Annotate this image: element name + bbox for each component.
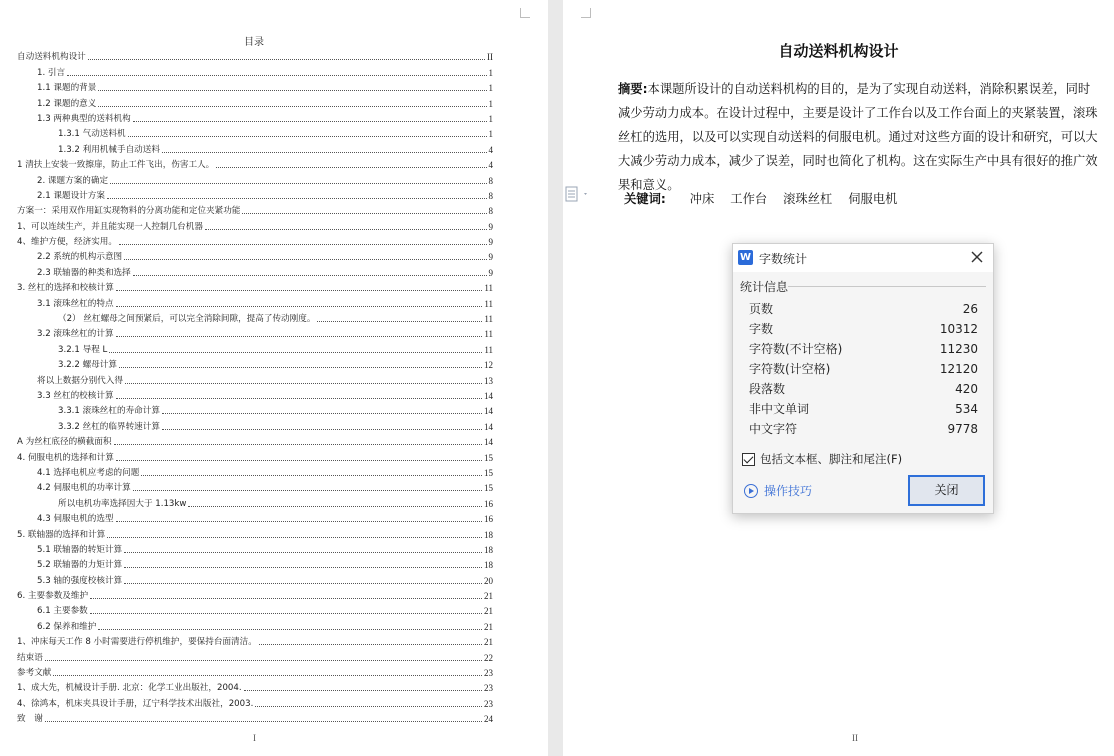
toc-leader-dots — [133, 275, 487, 276]
toc-leader-dots — [98, 90, 486, 91]
toc-entry[interactable] — [17, 356, 493, 371]
toc-entry-text: （2） 丝杠螺母之间预紧后，可以完全消除间隙，提高了传动刚度。 — [58, 314, 316, 325]
toc-entry[interactable] — [17, 340, 493, 355]
toc-leader-dots — [124, 567, 482, 568]
toc-entry-page: 4 — [488, 144, 493, 155]
toc-leader-dots — [124, 583, 482, 584]
toc-entry-page: 8 — [488, 175, 493, 186]
toc-entry-page: 16 — [484, 514, 493, 525]
word-count-dialog — [732, 243, 994, 514]
checkbox-label: 包括文本框、脚注和尾注(F) — [760, 452, 903, 466]
toc-entry-text: 自动送料机构设计 — [17, 52, 86, 63]
toc-entry-text: 3.3.1 滚珠丝杠的寿命计算 — [58, 406, 160, 417]
toc-leader-dots — [114, 444, 482, 445]
stat-label: 段落数 — [749, 382, 786, 396]
toc-entry[interactable] — [17, 694, 493, 709]
toc-entry-page: 23 — [484, 698, 493, 709]
toc-entry[interactable] — [17, 433, 493, 448]
toc-entry-text: 5.2 联轴器的力矩计算 — [37, 560, 123, 571]
toc-entry[interactable] — [17, 294, 493, 309]
toc-entry[interactable] — [17, 525, 493, 540]
toc-entry-page: 18 — [484, 560, 493, 571]
toc-entry-text: 2.1 课题设计方案 — [37, 190, 105, 201]
section-divider — [788, 286, 986, 287]
stat-value: 26 — [962, 302, 978, 316]
toc-entry[interactable] — [17, 464, 493, 479]
toc-entry-page: 23 — [484, 683, 493, 694]
stat-row-words — [749, 319, 978, 339]
stat-row-chars-no-spaces — [749, 339, 978, 359]
keywords-label: 关键词: — [624, 192, 666, 206]
keywords-line — [624, 189, 909, 207]
toc-entry-text: 1、可以连续生产，并且能实现一人控制几台机器 — [17, 221, 203, 232]
stat-label: 页数 — [749, 302, 774, 316]
abstract-text: 本课题所设计的自动送料机构的目的，是为了实现自动送料，消除积累误差，同时减少劳动力成本。在设计过程中，主要是设计了工作台以及工作台面上的夹紧装置，滚珠丝杠的选用，以及可以实现自动送料的伺服电机。通过对这些方面的设计和研究，可以大大减少劳动力成本，减少了误差，同时也简化了机构。这在实际生产中具有很好的推广效果和意义。 — [618, 82, 1098, 192]
toc-leader-dots — [119, 244, 487, 245]
toc-entry[interactable] — [17, 664, 493, 679]
toc-leader-dots — [53, 675, 482, 676]
toc-entry-page: 11 — [484, 344, 493, 355]
toc-entry-text: 5.1 联轴器的转矩计算 — [37, 544, 123, 555]
toc-entry-text: 3.2.2 螺母计算 — [58, 360, 117, 371]
toc-leader-dots — [133, 490, 482, 491]
page-corner-mark — [581, 8, 591, 18]
stat-value: 10312 — [939, 322, 978, 336]
toc-entry-text: 1 清扶上安装一致擦扉，防止工件飞出，伤害工人。 — [17, 160, 215, 171]
keyword: 滚珠丝杠 — [783, 192, 833, 206]
toc-leader-dots — [90, 598, 482, 599]
toc-leader-dots — [162, 152, 487, 153]
toc-leader-dots — [162, 413, 482, 414]
toc-entry-page: 8 — [488, 206, 493, 217]
toc-entry[interactable] — [17, 125, 493, 140]
toc-entry-page: 9 — [488, 221, 493, 232]
toc-entry-text: 4、徐鸿本，机床夹具设计手册，辽宁科学技术出版社，2003. — [17, 698, 254, 709]
stat-label: 中文字符 — [749, 422, 798, 436]
toc-entry-page: 9 — [488, 267, 493, 278]
toc-leader-dots — [216, 167, 486, 168]
toc-entry-page: 15 — [484, 483, 493, 494]
toc-entry-text: 3.3 丝杠的校核计算 — [37, 390, 114, 401]
toc-entry[interactable] — [17, 633, 493, 648]
toc-entry[interactable] — [17, 248, 493, 263]
toc-leader-dots — [242, 213, 486, 214]
toc-entry[interactable] — [17, 494, 493, 509]
abstract-paragraph — [618, 77, 1102, 197]
toc-entry-text: 2.3 联轴器的种类和选择 — [37, 267, 131, 278]
dialog-titlebar[interactable] — [733, 244, 993, 272]
toc-entry[interactable] — [17, 710, 493, 725]
stat-row-non-chinese-words — [749, 399, 978, 419]
toc-leader-dots — [125, 383, 482, 384]
toc-entry[interactable] — [17, 571, 493, 586]
stat-row-pages — [749, 299, 978, 319]
keyword: 工作台 — [730, 192, 768, 206]
toc-entry-text: 3.2 滚珠丝杠的计算 — [37, 329, 114, 340]
dialog-title: 字数统计 — [759, 252, 808, 266]
toc-entry-page: 14 — [484, 390, 493, 401]
toc-entry[interactable] — [17, 387, 493, 402]
toc-entry-page: 8 — [488, 190, 493, 201]
toc-page — [0, 0, 548, 756]
toc-entry-page: 1 — [488, 98, 493, 109]
toc-entry-page: 21 — [484, 606, 493, 617]
toc-entry-text: 1.3.1 气动送料机 — [58, 129, 126, 140]
toc-entry-page: 11 — [484, 329, 493, 340]
abstract-label: 摘要: — [618, 82, 648, 96]
page-corner-mark — [520, 8, 530, 18]
document-title: 自动送料机构设计 — [778, 42, 899, 60]
toc-entry-page: 9 — [488, 252, 493, 263]
toc-entry[interactable] — [17, 679, 493, 694]
toc-entry-page: 18 — [484, 544, 493, 555]
stat-value: 534 — [955, 402, 978, 416]
stat-row-chars-with-spaces — [749, 359, 978, 379]
toc-leader-dots — [107, 198, 487, 199]
toc-leader-dots — [244, 690, 482, 691]
toc-entry-page: 16 — [484, 498, 493, 509]
toc-leader-dots — [110, 183, 486, 184]
toc-entry-page: 20 — [484, 575, 493, 586]
toc-leader-dots — [259, 644, 482, 645]
toc-entry[interactable] — [17, 402, 493, 417]
toc-entry[interactable] — [17, 187, 493, 202]
stat-label: 非中文单词 — [749, 402, 810, 416]
toc-leader-dots — [128, 136, 487, 137]
toc-entry-page: 24 — [484, 714, 493, 725]
toc-entry-page: 4 — [488, 160, 493, 171]
toc-entry-text: 3.3.2 丝杠的临界转速计算 — [58, 421, 160, 432]
toc-entry[interactable] — [17, 648, 493, 663]
keyword: 冲床 — [689, 192, 715, 206]
stat-label: 字数 — [749, 322, 774, 336]
toc-leader-dots — [116, 336, 483, 337]
toc-entry-text: 6.2 保养和维护 — [37, 621, 97, 632]
toc-leader-dots — [109, 352, 482, 353]
toc-entry-text: 1. 引言 — [37, 67, 66, 78]
toc-entry-text: 4. 伺服电机的选择和计算 — [17, 452, 114, 463]
toc-leader-dots — [45, 721, 482, 722]
toc-entry-page: 12 — [484, 360, 493, 371]
toc-leader-dots — [98, 106, 486, 107]
toc-entry[interactable] — [17, 233, 493, 248]
toc-leader-dots — [205, 229, 487, 230]
toc-entry-page: 21 — [484, 637, 493, 648]
toc-leader-dots — [88, 59, 485, 60]
close-icon[interactable] — [969, 249, 985, 265]
toc-entry[interactable] — [17, 541, 493, 556]
toc-entry-page: 13 — [484, 375, 493, 386]
toc-entry-text: 1、冲床每天工作 8 小时需要进行停机维护，要保持台面清洁。 — [17, 637, 257, 648]
toc-leader-dots — [255, 706, 482, 707]
toc-entry-page: 23 — [484, 668, 493, 679]
toc-leader-dots — [67, 75, 486, 76]
toc-entry-text: 2. 课题方案的确定 — [37, 175, 109, 186]
toc-leader-dots — [90, 613, 482, 614]
toc-entry-page: 9 — [488, 237, 493, 248]
toc-entry[interactable] — [17, 156, 493, 171]
toc-entry[interactable] — [17, 510, 493, 525]
toc-entry-text: 4.1 选择电机应考虑的问题 — [37, 467, 140, 478]
wps-logo-icon: W — [739, 252, 752, 263]
toc-entry[interactable] — [17, 587, 493, 602]
toc-entry[interactable] — [17, 63, 493, 78]
toc-entry-page: 15 — [484, 452, 493, 463]
toc-entry-page: 1 — [488, 113, 493, 124]
toc-leader-dots — [141, 475, 482, 476]
toc-entry-page: 18 — [484, 529, 493, 540]
toc-entry-page: 1 — [488, 83, 493, 94]
close-button[interactable]: 关闭 — [908, 475, 985, 506]
toc-entry[interactable] — [17, 279, 493, 294]
toc-entry-page: 22 — [484, 652, 493, 663]
toc-leader-dots — [107, 537, 482, 538]
toc-entry-page: 14 — [484, 406, 493, 417]
toc-title: 目录 — [244, 37, 264, 48]
toc-entry-text: 1.2 课题的意义 — [37, 98, 97, 109]
toc-leader-dots — [124, 552, 482, 553]
stats-list — [749, 299, 978, 439]
toc-entry-page: 21 — [484, 591, 493, 602]
toc-entry-text: 所以电机功率选择因大于 1.13kw — [58, 498, 187, 509]
toc-entry[interactable] — [17, 417, 493, 432]
toc-entry[interactable] — [17, 325, 493, 340]
toc-leader-dots — [116, 290, 482, 291]
tips-label: 操作技巧 — [764, 484, 813, 498]
toc-entry-text: 参考文献 — [17, 668, 52, 679]
toc-entry-text: 4.2 伺服电机的功率计算 — [37, 483, 131, 494]
toc-entry-page: II — [487, 52, 493, 63]
toc-entry[interactable] — [17, 556, 493, 571]
toc-list — [17, 48, 493, 725]
toc-entry-text: 4.3 伺服电机的选型 — [37, 514, 114, 525]
toc-entry-text: 结束语 — [17, 652, 43, 663]
toc-entry-page: 15 — [484, 467, 493, 478]
stat-value: 420 — [955, 382, 978, 396]
toc-entry[interactable] — [17, 617, 493, 632]
toc-entry[interactable] — [17, 479, 493, 494]
toc-entry-page: 11 — [484, 314, 493, 325]
stat-value: 11230 — [939, 342, 978, 356]
toc-entry[interactable] — [17, 48, 493, 63]
toc-entry-text: 3.1 滚珠丝杠的特点 — [37, 298, 114, 309]
toc-entry[interactable] — [17, 602, 493, 617]
toc-entry-text: 2.2 系统的机构示意图 — [37, 252, 123, 263]
toc-leader-dots — [124, 259, 486, 260]
page-number: I — [253, 733, 256, 743]
stat-row-paragraphs — [749, 379, 978, 399]
toc-entry[interactable] — [17, 202, 493, 217]
toc-entry-text: 5. 联轴器的选择和计算 — [17, 529, 106, 540]
toc-entry-page: 1 — [488, 67, 493, 78]
paragraph-menu-icon[interactable] — [565, 186, 591, 202]
toc-entry-page: 14 — [484, 421, 493, 432]
toc-entry[interactable] — [17, 310, 493, 325]
toc-entry-text: 6.1 主要参数 — [37, 606, 88, 617]
toc-leader-dots — [133, 121, 487, 122]
toc-entry-text: 致 谢 — [17, 714, 43, 725]
page-number: II — [852, 733, 858, 743]
toc-entry-text: 3.2.1 导程 L — [58, 344, 108, 355]
toc-entry-page: 11 — [484, 283, 493, 294]
tips-link[interactable] — [744, 482, 812, 499]
toc-entry-page: 21 — [484, 621, 493, 632]
toc-entry[interactable] — [17, 110, 493, 125]
stat-label: 字符数(不计空格) — [749, 342, 843, 356]
toc-leader-dots — [116, 398, 482, 399]
toc-entry-page: 14 — [484, 437, 493, 448]
stat-value: 9778 — [947, 422, 978, 436]
toc-entry[interactable] — [17, 79, 493, 94]
toc-entry[interactable] — [17, 140, 493, 155]
toc-entry-text: 1、成大先，机械设计手册. 北京：化学工业出版社，2004. — [17, 683, 242, 694]
toc-entry[interactable] — [17, 371, 493, 386]
toc-leader-dots — [116, 306, 483, 307]
stat-label: 字符数(计空格) — [749, 362, 831, 376]
toc-leader-dots — [317, 321, 482, 322]
toc-leader-dots — [98, 629, 482, 630]
toc-leader-dots — [45, 660, 482, 661]
stat-value: 12120 — [939, 362, 978, 376]
toc-entry-text: 4、维护方便，经济实用。 — [17, 237, 117, 248]
toc-entry-text: 3. 丝杠的选择和校核计算 — [17, 283, 114, 294]
play-circle-icon — [744, 484, 758, 498]
toc-entry-text: 1.3.2 利用机械手自动送料 — [58, 144, 160, 155]
stats-section-label: 统计信息 — [740, 280, 789, 294]
toc-leader-dots — [119, 367, 482, 368]
toc-entry[interactable] — [17, 94, 493, 109]
toc-entry-text: 6. 主要参数及维护 — [17, 591, 89, 602]
toc-leader-dots — [116, 460, 482, 461]
toc-entry-text: A 为丝杠底径的横截面积 — [17, 437, 112, 448]
toc-leader-dots — [188, 506, 482, 507]
toc-entry-page: 11 — [484, 298, 493, 309]
checkbox-box[interactable] — [742, 453, 755, 466]
toc-entry-text: 5.3 轴的强度校核计算 — [37, 575, 123, 586]
toc-entry-page: 1 — [488, 129, 493, 140]
toc-entry-text: 1.3 两种典型的送料机构 — [37, 113, 131, 124]
toc-entry[interactable] — [17, 171, 493, 186]
toc-entry-text: 1.1 课题的背景 — [37, 83, 97, 94]
toc-entry[interactable] — [17, 217, 493, 232]
toc-leader-dots — [162, 429, 482, 430]
keyword: 伺服电机 — [848, 192, 898, 206]
stat-row-chinese-chars — [749, 419, 978, 439]
toc-leader-dots — [116, 521, 482, 522]
include-textboxes-checkbox[interactable] — [742, 451, 902, 467]
toc-entry-text: 方案一：采用双作用缸实现物料的分离功能和定位夹紧功能 — [17, 206, 241, 217]
toc-entry-text: 将以上数据分别代入得 — [37, 375, 123, 386]
toc-entry[interactable] — [17, 263, 493, 278]
toc-entry[interactable] — [17, 448, 493, 463]
